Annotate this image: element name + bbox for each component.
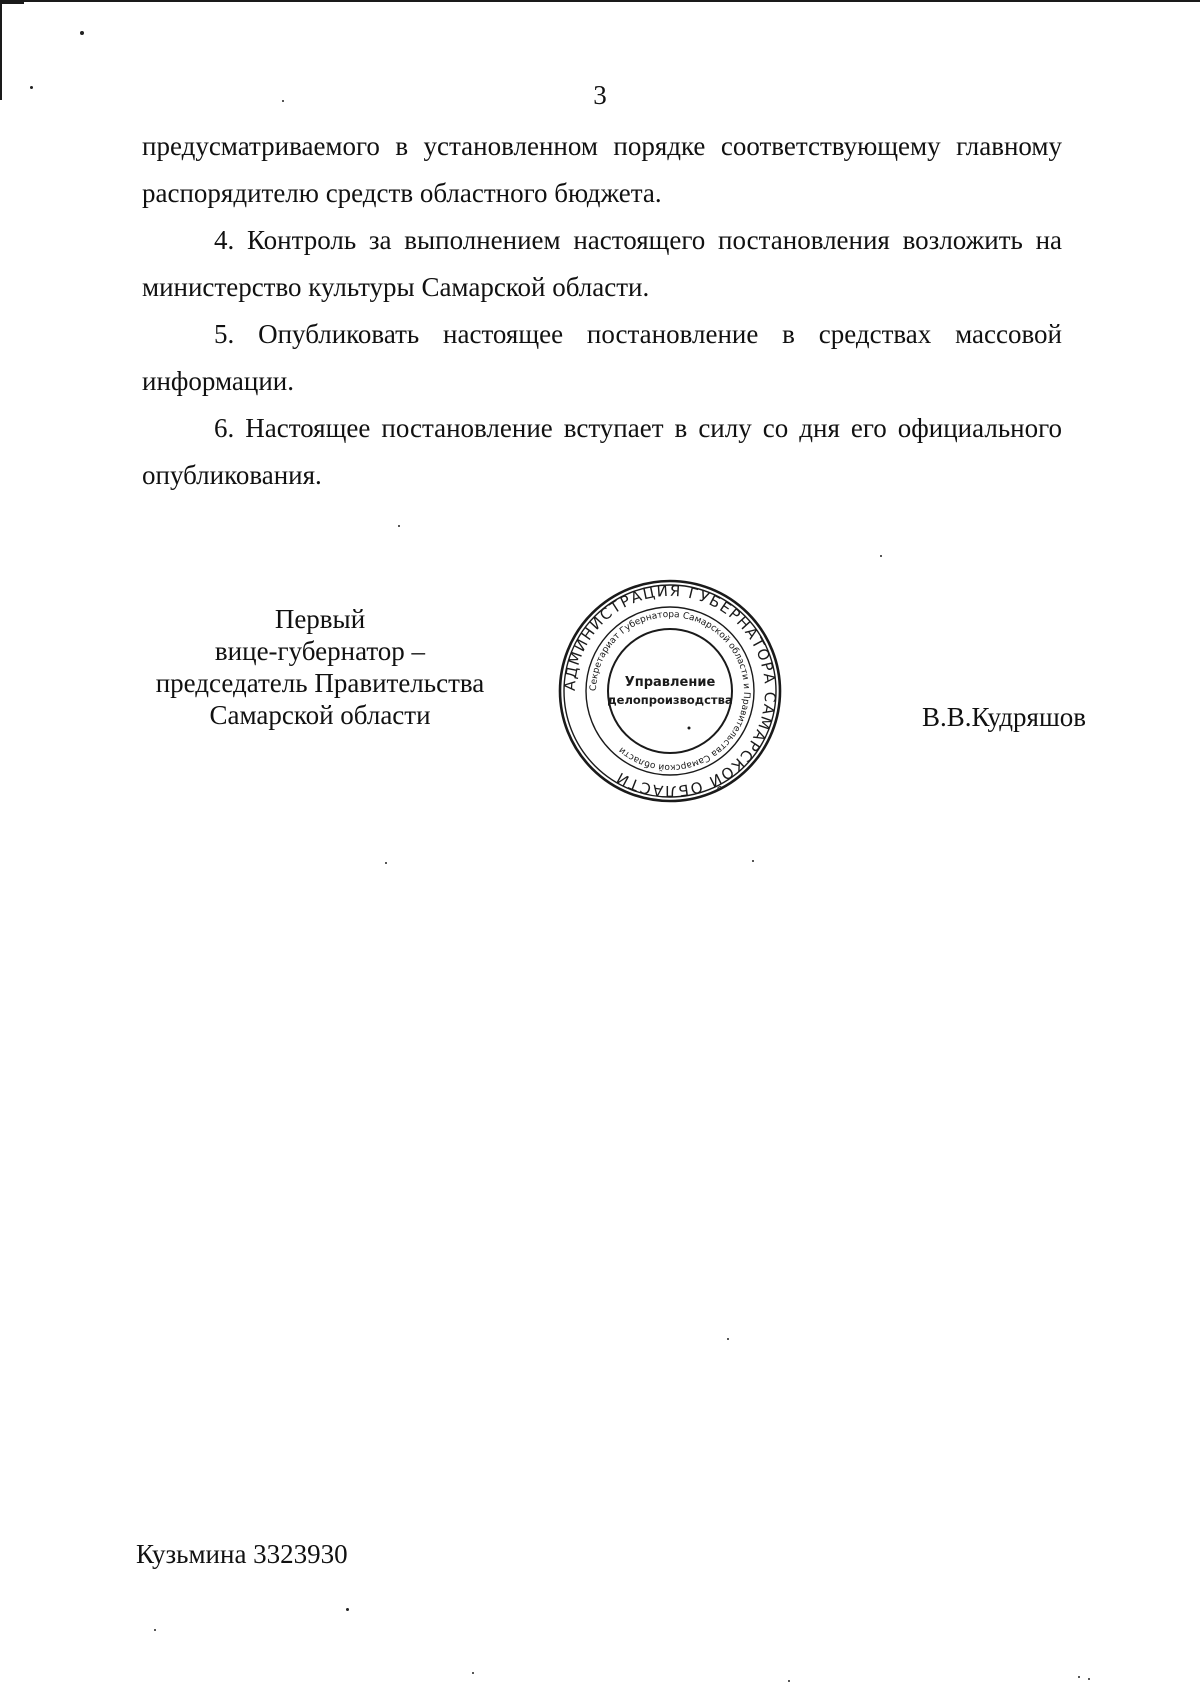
scan-speck (154, 1629, 156, 1631)
scan-speck (385, 862, 387, 864)
seal-center-line: делопроизводства (607, 693, 733, 707)
scan-speck (398, 525, 400, 527)
paragraph-continuation: предусматриваемого в установленном порядке соответствующему главному распорядителю средств областного бюджета. (142, 131, 1062, 208)
seal-inner-text: Секретариат Губернатора Самарской области и Правительства Самарской области (588, 609, 752, 773)
executor-contact: Кузьмина 3323930 (136, 1539, 348, 1569)
scan-speck (788, 1680, 790, 1682)
paragraph-item-4: 4. Контроль за выполнением настоящего постановления возложить на министерство культуры Самарской области. (142, 225, 1062, 302)
signatory-name: В.В.Кудряшов (922, 702, 1086, 732)
seal-dot (688, 727, 691, 730)
signatory-title-line: Первый (274, 604, 366, 634)
signatory-title-line: председатель Правительства (155, 668, 485, 698)
scan-speck (346, 1608, 349, 1611)
scan-speck (472, 1672, 474, 1674)
scan-speck (727, 1338, 729, 1340)
document-body (142, 123, 1062, 499)
scan-corner-mark (2, 2, 24, 4)
signatory-title-line: вице-губернатор – (214, 636, 426, 666)
official-seal-stamp (557, 578, 783, 804)
scan-speck (752, 860, 754, 862)
signatory-title (140, 603, 500, 731)
page-number: 3 (593, 80, 607, 110)
scan-speck (1088, 1678, 1090, 1680)
scan-edge-top (0, 0, 1200, 2)
paragraph-item-6: 6. Настоящее постановление вступает в силу со дня его официального опубликования. (142, 413, 1062, 490)
seal-outer-text: АДМИНИСТРАЦИЯ ГУБЕРНАТОРА САМАРСКОЙ ОБЛАСТИ (560, 581, 780, 801)
scan-speck (880, 555, 882, 557)
scan-speck (80, 31, 84, 35)
signatory-title-line: Самарской области (209, 700, 431, 730)
seal-center-line: Управление (624, 675, 716, 690)
scan-speck (1078, 1676, 1080, 1678)
paragraph-item-5: 5. Опубликовать настоящее постановление в средствах массовой информации. (142, 319, 1062, 396)
